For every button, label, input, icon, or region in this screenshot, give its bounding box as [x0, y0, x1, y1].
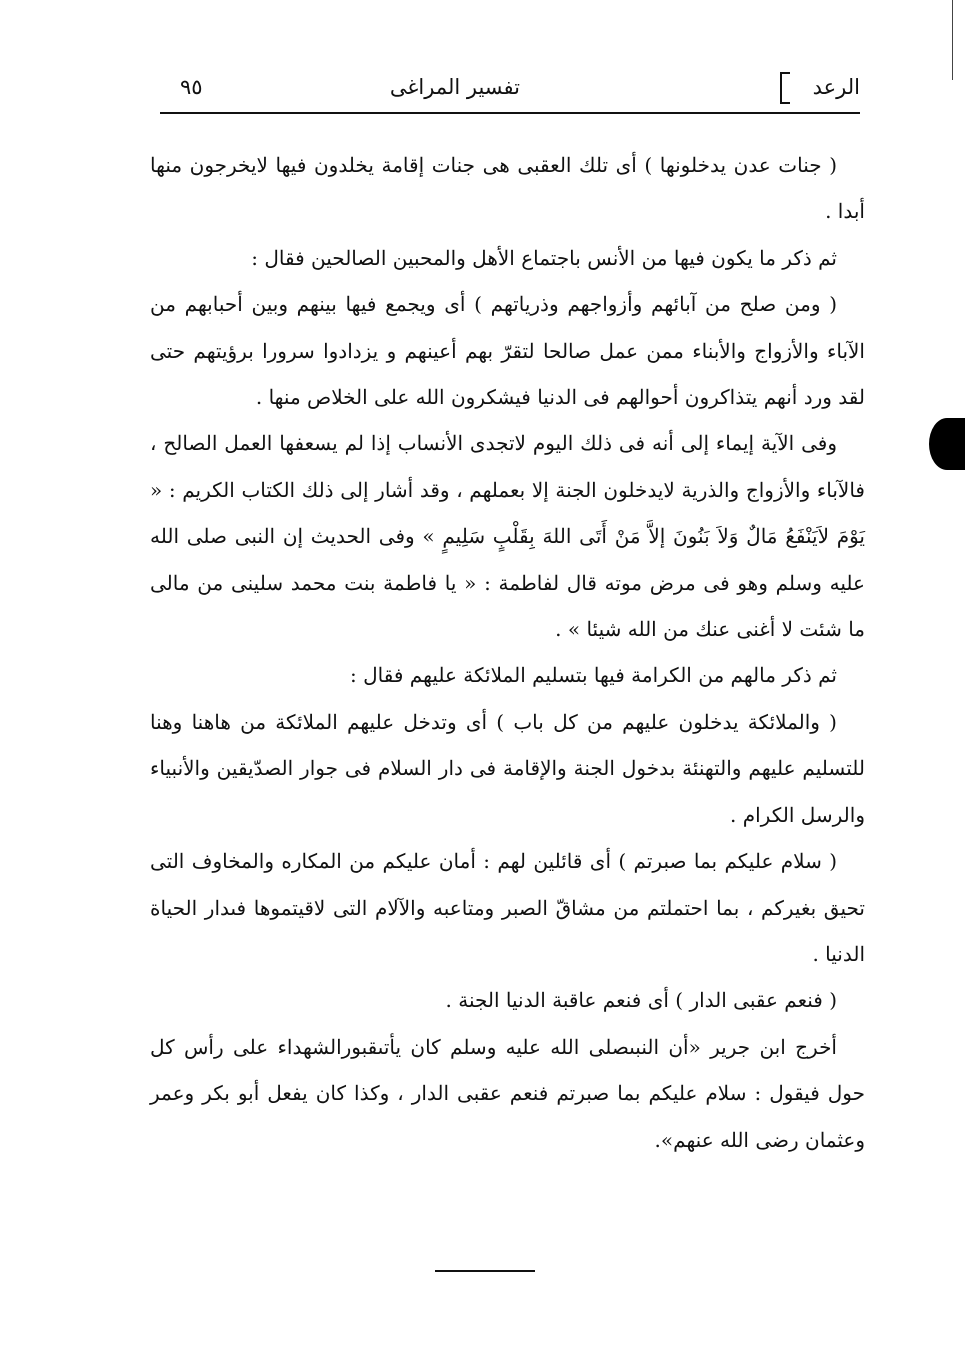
scan-edge-mark [929, 418, 965, 470]
paragraph: وفى الآية إيماء إلى أنه فى ذلك اليوم لاتجدى الأنساب إذا لم يسعفها العمل الصالح ، فالآباء والأزواج والذرية لايدخلون الجنة إلا بعملهم ، وقد أشار إلى ذلك الكتاب الكريم : « يَوْمَ لاَيَنْفَعُ مَالٌ وَلاَ بَنُونَ إلاَّ مَنْ أَتَى اللهَ بِقَلْبٍ سَلِيمٍ » وفى الحديث إن النبى صلى الله عليه وسلم وهو فى مرض موته قال لفاطمة : « يا فاطمة بنت محمد سلينى من مالى ما شئت لا أغنى عنك من الله شيئا » . [150, 431, 865, 642]
book-title: تفسير المراغى [389, 75, 520, 99]
paragraph: ثم ذكر ما يكون فيها من الأنس باجتماع الأهل والمحبين الصالحين فقال : [251, 245, 837, 270]
paragraph: ( ومن صلح من آبائهم وأزواجهم وذرياتهم ) أى ويجمع فيها بينهم وبين أحبابهم من الآباء والأزواج والأبناء ممن عمل صالحا لتقرّ بهم أعينهم و يزدادوا سرورا برؤيتهم حتى لقد ورد أنهم يتذاكرون أحوالهم فى الدنيا فيشكرون الله على الخلاص منها . [150, 292, 865, 410]
paragraph: ( جنات عدن يدخلونها ) أى تلك العقبى هى جنات إقامة يخلدون فيها لايخرجون منها أبدا . [150, 153, 865, 224]
paragraph: أخرج ابن جرير «أن النبىصلى الله عليه وسلم كان يأتىقبورالشهداء على رأس كل حول فيقول : سلام عليكم بما صبرتم فنعم عقبى الدار ، وكذا كان يفعل أبو بكر وعمر وعثمان رضى الله عنهم». [150, 1034, 865, 1152]
running-header [160, 70, 860, 114]
header-rule [160, 112, 860, 114]
paragraph: ( والملائكة يدخلون عليهم من كل باب ) أى وتدخل عليهم الملائكة من هاهنا وهنا للتسليم عليهم والتهنئة بدخول الجنة والإقامة فى دار السلام فى جوار الصدّيقين والأنبياء والرسل الكرام . [150, 709, 865, 827]
paragraph: ثم ذكر مالهم من الكرامة فيها بتسليم الملائكة عليهم فقال : [350, 663, 837, 688]
header-bracket [780, 72, 790, 104]
page-body [150, 142, 865, 1163]
page-number: ٩٥ [180, 75, 203, 99]
paragraph: ( سلام عليكم بما صبرتم ) أى قائلين لهم : أمان عليكم من المكاره والمخاوف التى تحيق بغيركم ، بما احتملتم من مشاقّ الصبر ومتاعبه والآلام التى لاقيتموها فىدار الحياة الدنيا . [150, 849, 865, 966]
surah-name: الرعد [812, 75, 860, 99]
paragraph: ( فنعم عقبى الدار ) أى فنعم عاقبة الدنيا الجنة . [445, 988, 837, 1013]
scan-edge-line [952, 0, 953, 80]
end-rule [435, 1270, 535, 1272]
